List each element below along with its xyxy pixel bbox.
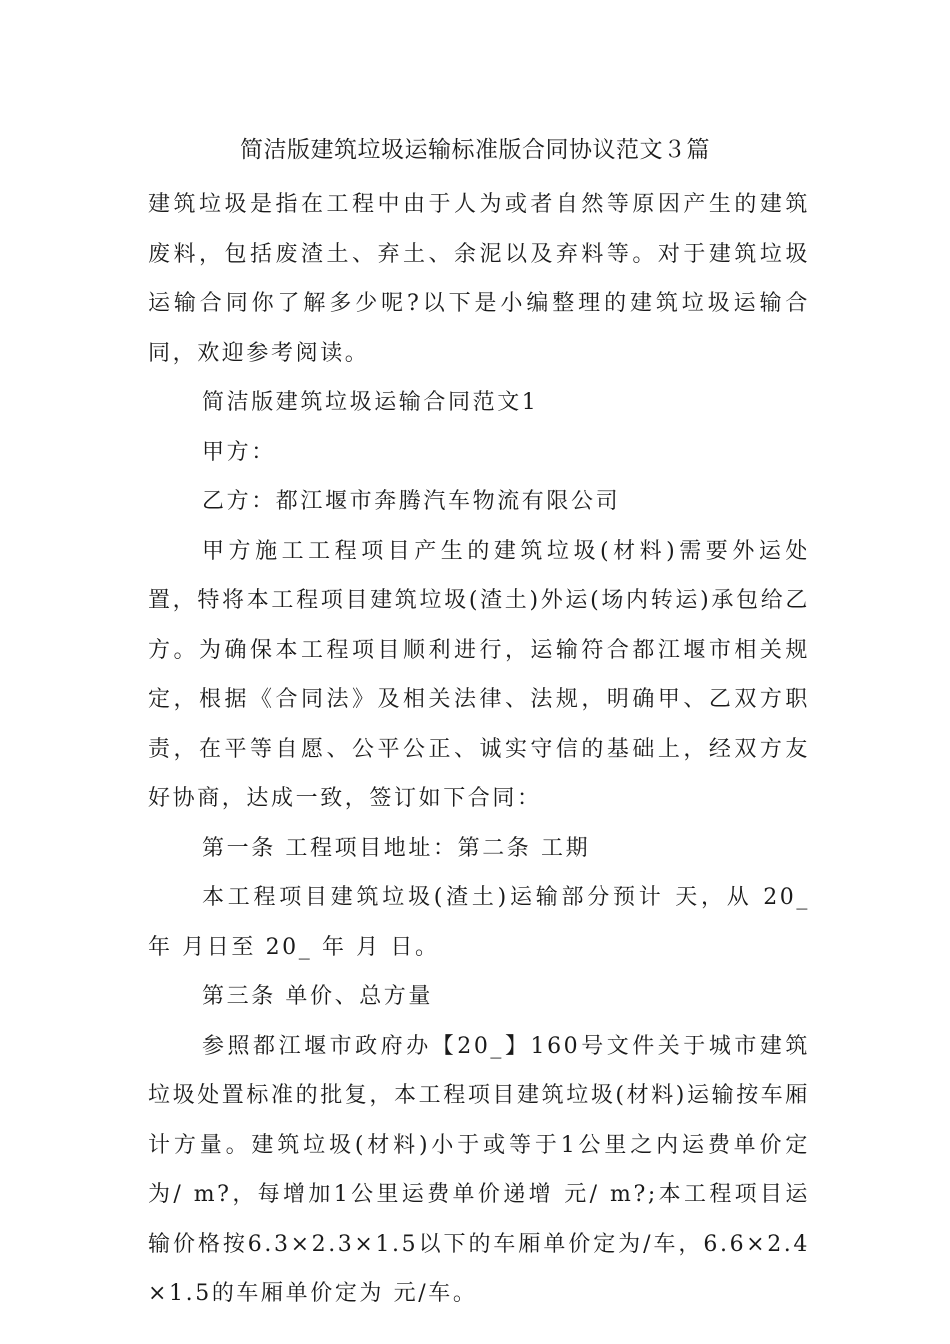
- paragraph: 本工程项目建筑垃圾(渣土)运输部分预计 天，从 20_ 年 月日至 20_ 年 月 日。: [148, 885, 810, 960]
- paragraph: 简洁版建筑垃圾运输合同范文1: [202, 390, 539, 415]
- paragraph: 甲方施工工程项目产生的建筑垃圾(材料)需要外运处置，特将本工程项目建筑垃圾(渣土)外运(场内转运)承包给乙方。为确保本工程项目顺利进行，运输符合都江堰市相关规定，根据《合同法》及相关法律、法规，明确甲、乙双方职责，在平等自愿、公平公正、诚实守信的基础上，经双方友好协商，达成一致，签订如下合同：: [148, 538, 810, 811]
- paragraph: 第三条 单价、总方量: [202, 984, 433, 1009]
- paragraph: 建筑垃圾是指在工程中由于人为或者自然等原因产生的建筑废料，包括废渣土、弃土、余泥以及弃料等。对于建筑垃圾运输合同你了解多少呢?以下是小编整理的建筑垃圾运输合同，欢迎参考阅读。: [148, 192, 810, 366]
- paragraph: 乙方：都江堰市奔腾汽车物流有限公司: [202, 489, 621, 514]
- paragraph: 参照都江堰市政府办【20_】160号文件关于城市建筑垃圾处置标准的批复，本工程项目建筑垃圾(材料)运输按车厢计方量。建筑垃圾(材料)小于或等于1公里之内运费单价定为/ m?，每增加1公里运费单价递增 元/ m?;本工程项目运输价格按6.3×2.3×1.5以下的车厢单价定为/车，6.6×2.4×1.5的车厢单价定为 元/车。: [148, 1033, 810, 1306]
- paragraph: 第一条 工程项目地址：第二条 工期: [202, 835, 591, 861]
- paragraph: 甲方：: [202, 439, 276, 465]
- document-title: 简洁版建筑垃圾运输标准版合同协议范文３篇: [240, 137, 710, 163]
- document-body: [148, 180, 810, 1319]
